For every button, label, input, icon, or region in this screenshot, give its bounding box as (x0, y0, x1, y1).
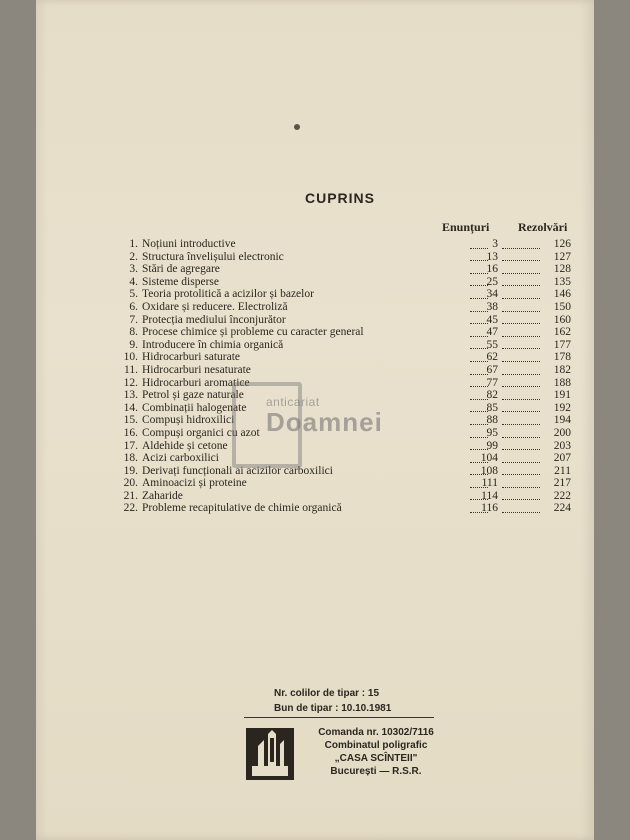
toc-solution-page: 128 (553, 263, 571, 276)
toc-statement-page: 85 (486, 401, 498, 414)
toc-solution-page: 178 (553, 351, 571, 364)
table-of-contents (116, 238, 576, 515)
toc-title-text: Hidrocarburi saturate (142, 351, 241, 364)
toc-title (142, 502, 466, 515)
toc-row (116, 351, 576, 364)
toc-title-text: Noțiuni introductive (142, 238, 236, 250)
toc-title-text: Acizi carboxilici (142, 452, 219, 465)
toc-statement-page: 108 (480, 464, 498, 477)
toc-title-text: Derivați funcționali ai acizilor carboxilici (142, 464, 333, 477)
toc-solution-page: 222 (553, 489, 571, 502)
toc-row (116, 364, 576, 377)
toc-statement-page: 16 (486, 263, 498, 276)
toc-title-text: Petrol și gaze naturale (142, 389, 244, 402)
toc-statement-page: 116 (481, 502, 498, 515)
toc-title (142, 339, 466, 352)
toc-statement-page: 25 (486, 275, 498, 288)
imprint-sheets: Nr. colilor de tipar : 15 (274, 688, 380, 699)
toc-row (116, 377, 576, 390)
toc-number: 21. (123, 489, 138, 502)
toc-row (116, 238, 576, 251)
toc-number: 2. (129, 250, 138, 263)
toc-number: 6. (129, 300, 138, 313)
toc-solution-page: 203 (553, 439, 571, 452)
toc-title-text: Compuși organici cu azot (142, 426, 260, 439)
toc-title-text: Teoria protolitică a acizilor și bazelor (142, 288, 314, 301)
toc-number: 4. (129, 275, 138, 288)
toc-title (142, 251, 466, 264)
toc-title-text: Probleme recapitulative de chimie organică (142, 502, 342, 515)
toc-row (116, 477, 576, 490)
toc-statement-page: 45 (486, 313, 498, 326)
printer-plant: Combinatul poligrafic (324, 740, 428, 751)
toc-title-text: Combinații halogenate (142, 401, 247, 414)
toc-statement-page: 95 (486, 426, 498, 439)
toc-row (116, 502, 576, 515)
toc-solution-page: 177 (553, 338, 571, 351)
toc-title (142, 351, 466, 364)
toc-title (142, 301, 466, 314)
toc-statement-page: 99 (486, 439, 498, 452)
toc-number: 1. (129, 238, 138, 250)
toc-statement-page: 82 (486, 389, 498, 402)
toc-solution-page: 207 (553, 452, 571, 465)
watermark (266, 395, 383, 438)
toc-title (142, 452, 466, 465)
toc-number: 18. (123, 452, 138, 465)
toc-title-text: Stări de agregare (142, 263, 220, 276)
toc-statement-page: 38 (486, 300, 498, 313)
toc-title-text: Structura învelișului electronic (142, 250, 284, 263)
toc-statement-page: 114 (481, 489, 498, 502)
toc-number: 10. (123, 351, 138, 364)
toc-title-text: Introducere în chimia organică (142, 338, 284, 351)
watermark-line2: Doamnei (266, 407, 383, 437)
toc-title (142, 364, 466, 377)
toc-statement-page: 3 (492, 238, 498, 250)
toc-title-text: Sisteme disperse (142, 275, 219, 288)
toc-number: 9. (129, 338, 138, 351)
toc-solution-page: 160 (553, 313, 571, 326)
page-title: CUPRINS (304, 190, 375, 206)
toc-statement-page: 34 (486, 288, 498, 301)
toc-row (116, 301, 576, 314)
toc-row (116, 440, 576, 453)
toc-solution-page: 127 (553, 250, 571, 263)
imprint-approved: Bun de tipar : 10.10.1981 (274, 703, 392, 714)
toc-title (142, 490, 466, 503)
toc-statement-page: 104 (480, 452, 498, 465)
toc-title-text: Hidrocarburi nesaturate (142, 363, 251, 376)
toc-title (142, 288, 466, 301)
toc-number: 7. (129, 313, 138, 326)
watermark-line1: anticariat (266, 395, 320, 409)
toc-solution-page: 182 (553, 363, 571, 376)
toc-solution-page: 194 (553, 414, 571, 427)
toc-statement-page: 62 (486, 351, 498, 364)
toc-title-text: Protecția mediului înconjurător (142, 313, 286, 326)
toc-solution-page: 162 (553, 326, 571, 339)
toc-row (116, 339, 576, 352)
toc-number: 11. (124, 363, 138, 376)
toc-title (142, 263, 466, 276)
column-header-solutions: Rezolvări (518, 220, 568, 234)
toc-title (142, 314, 466, 327)
toc-statement-page: 55 (486, 338, 498, 351)
toc-number: 20. (123, 477, 138, 490)
toc-number: 17. (123, 439, 138, 452)
toc-statement-page: 88 (486, 414, 498, 427)
toc-row (116, 276, 576, 289)
toc-row (116, 490, 576, 503)
toc-number: 5. (129, 288, 138, 301)
toc-row (116, 263, 576, 276)
toc-row (116, 251, 576, 264)
toc-title (142, 440, 466, 453)
printer-city: București — R.S.R. (330, 766, 422, 777)
toc-solution-page: 146 (553, 288, 571, 301)
toc-number: 14. (123, 401, 138, 414)
toc-number: 15. (123, 414, 138, 427)
toc-number: 12. (123, 376, 138, 389)
toc-title (142, 477, 466, 490)
toc-solution-page: 135 (553, 275, 571, 288)
toc-solution-page: 211 (554, 464, 571, 477)
toc-number: 13. (123, 389, 138, 402)
toc-solution-page: 192 (553, 401, 571, 414)
column-header-statements: Enunțuri (442, 220, 490, 234)
toc-statement-page: 77 (486, 376, 498, 389)
leader-dots (142, 499, 466, 500)
printer-name: „CASA SCÎNTEII" (334, 753, 418, 764)
toc-number: 16. (123, 426, 138, 439)
toc-title (142, 276, 466, 289)
toc-solution-page: 188 (553, 376, 571, 389)
toc-title-text: Hidrocarburi aromatice (142, 376, 250, 389)
toc-number: 8. (129, 326, 138, 339)
toc-row (116, 326, 576, 339)
toc-number: 22. (123, 502, 138, 515)
toc-solution-page: 191 (553, 389, 571, 402)
toc-title-text: Zaharide (142, 489, 183, 502)
ink-spot (294, 124, 300, 130)
toc-title (142, 238, 466, 251)
toc-row (116, 288, 576, 301)
printer-order: Comanda nr. 10302/7116 (318, 727, 434, 738)
toc-row (116, 465, 576, 478)
toc-title-text: Aminoacizi și proteine (142, 477, 247, 490)
toc-solution-page: 126 (553, 238, 571, 250)
toc-solution-page: 150 (553, 300, 571, 313)
toc-statement-page: 47 (486, 326, 498, 339)
toc-solution-page: 224 (553, 502, 571, 515)
toc-row (116, 452, 576, 465)
toc-statement-page: 67 (486, 363, 498, 376)
imprint-divider (244, 717, 434, 718)
toc-title (142, 377, 466, 390)
toc-statement-page: 13 (486, 250, 498, 263)
toc-number: 3. (129, 263, 138, 276)
toc-title-text: Procese chimice și probleme cu caracter general (142, 326, 364, 339)
imprint-block (274, 686, 391, 716)
toc-title (142, 465, 466, 478)
toc-row (116, 314, 576, 327)
toc-solution-page: 217 (553, 477, 571, 490)
printer-info (316, 726, 436, 778)
toc-statement-page: 111 (481, 477, 498, 490)
toc-number: 19. (123, 464, 138, 477)
printer-logo-icon (244, 726, 296, 782)
toc-title-text: Aldehide și cetone (142, 439, 228, 452)
toc-title-text: Compuși hidroxilici (142, 414, 235, 427)
toc-solution-page: 200 (553, 426, 571, 439)
toc-title-text: Oxidare și reducere. Electroliză (142, 300, 288, 313)
toc-title (142, 326, 466, 339)
